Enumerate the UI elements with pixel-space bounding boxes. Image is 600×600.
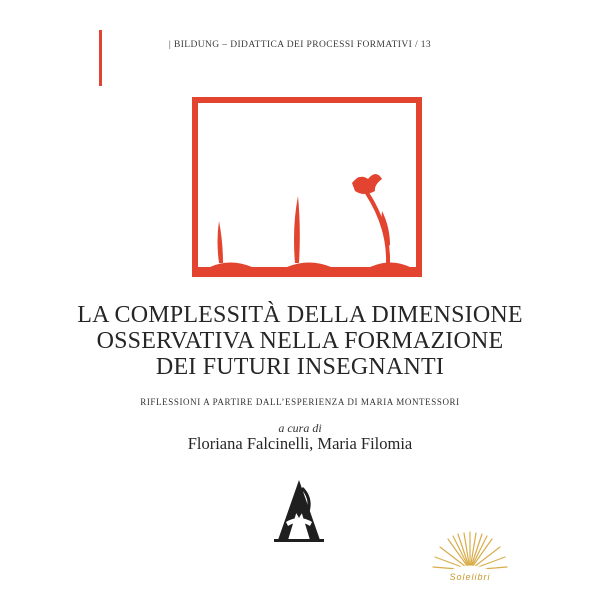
editors-names: Floriana Falcinelli, Maria Filomia [187,434,413,453]
editor-label: a cura di [278,421,322,435]
book-subtitle: RIFLESSIONI A PARTIRE DALL’ESPERIENZA DI MARIA MONTESSORI [140,397,460,407]
title-line: OSSERVATIVA NELLA FORMAZIONE [96,328,504,354]
aracne-A-logo [272,478,326,544]
book-title [0,302,600,380]
title-line: DEI FUTURI INSEGNANTI [155,354,445,380]
title-line: LA COMPLESSITÀ DELLA DIMENSIONE [77,302,523,328]
imprint-name: Solelibri [449,572,491,582]
series-label: | BILDUNG – DIDATTICA DEI PROCESSI FORMATIVI / 13 [168,40,432,50]
sprouting-flower-pots-illustration [192,97,422,277]
margin-rule [99,30,102,86]
